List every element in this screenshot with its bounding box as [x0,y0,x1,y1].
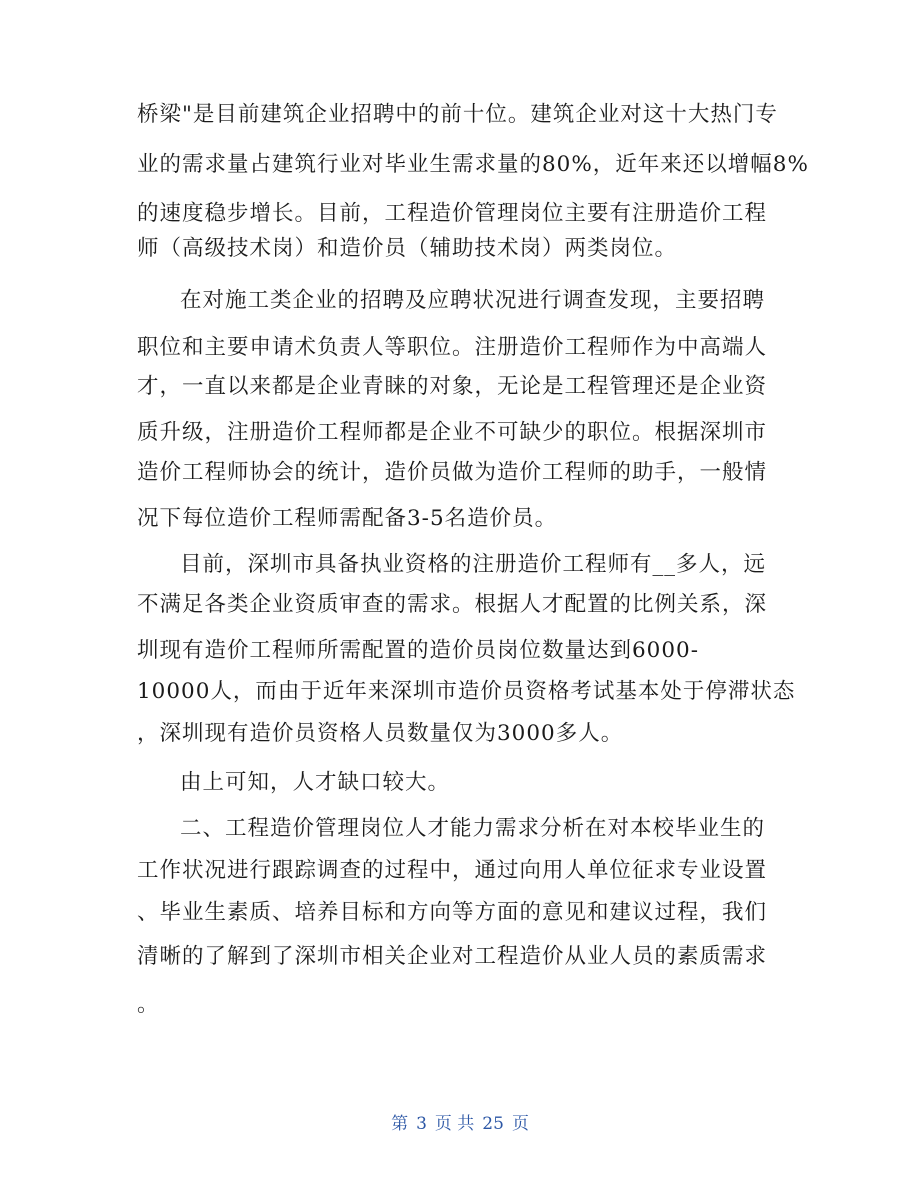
text-line: 。 [137,992,160,1017]
text-line: 况下每位造价工程师需配备3-5名造价员。 [137,506,558,531]
footer-mid: 页 共 [434,1114,475,1134]
text-line: 才，一直以来都是企业青睐的对象，无论是工程管理还是企业资 [137,374,768,399]
text-line: 工作状况进行跟踪调查的过程中，通过向用人单位征求专业设置 [137,858,768,883]
total-pages-number: 25 [482,1114,504,1134]
text-line: 清晰的了解到了深圳市相关企业对工程造价从业人员的素质需求 [137,944,768,969]
text-line: 不满足各类企业资质审查的需求。根据人才配置的比例关系，深 [137,592,768,617]
text-line: 10000人，而由于近年来深圳市造价员资格考试基本处于停滞状态 [137,679,796,704]
text-line: 桥梁"是目前建筑企业招聘中的前十位。建筑企业对这十大热门专 [137,102,778,127]
text-line: 造价工程师协会的统计，造价员做为造价工程师的助手，一般情 [137,460,768,485]
footer-suffix: 页 [511,1114,529,1134]
paragraph-first-line: 由上可知，人才缺口较大。 [180,770,451,795]
paragraph-first-line: 在对施工类企业的招聘及应聘状况进行调查发现，主要招聘 [180,288,766,313]
text-line: 、毕业生素质、培养目标和方向等方面的意见和建议过程，我们 [137,900,768,925]
paragraph-first-line: 二、工程造价管理岗位人才能力需求分析在对本校毕业生的 [180,816,766,841]
text-line: 职位和主要申请术负责人等职位。注册造价工程师作为中高端人 [137,335,768,360]
text-line: 的速度稳步增长。目前，工程造价管理岗位主要有注册造价工程 [137,201,768,226]
current-page-number: 3 [416,1114,427,1134]
paragraph-first-line: 目前，深圳市具备执业资格的注册造价工程师有__多人，远 [180,552,767,577]
text-line: ，深圳现有造价员资格人员数量仅为3000多人。 [137,721,624,746]
text-line: 师（高级技术岗）和造价员（辅助技术岗）两类岗位。 [137,236,678,261]
text-line: 质升级，注册造价工程师都是企业不可缺少的职位。根据深圳市 [137,420,768,445]
text-line: 业的需求量占建筑行业对毕业生需求量的80%，近年来还以增幅8% [137,152,809,177]
text-line: 圳现有造价工程师所需配置的造价员岗位数量达到6000- [137,638,699,663]
footer-prefix: 第 [391,1114,409,1134]
page-footer [0,1112,920,1136]
